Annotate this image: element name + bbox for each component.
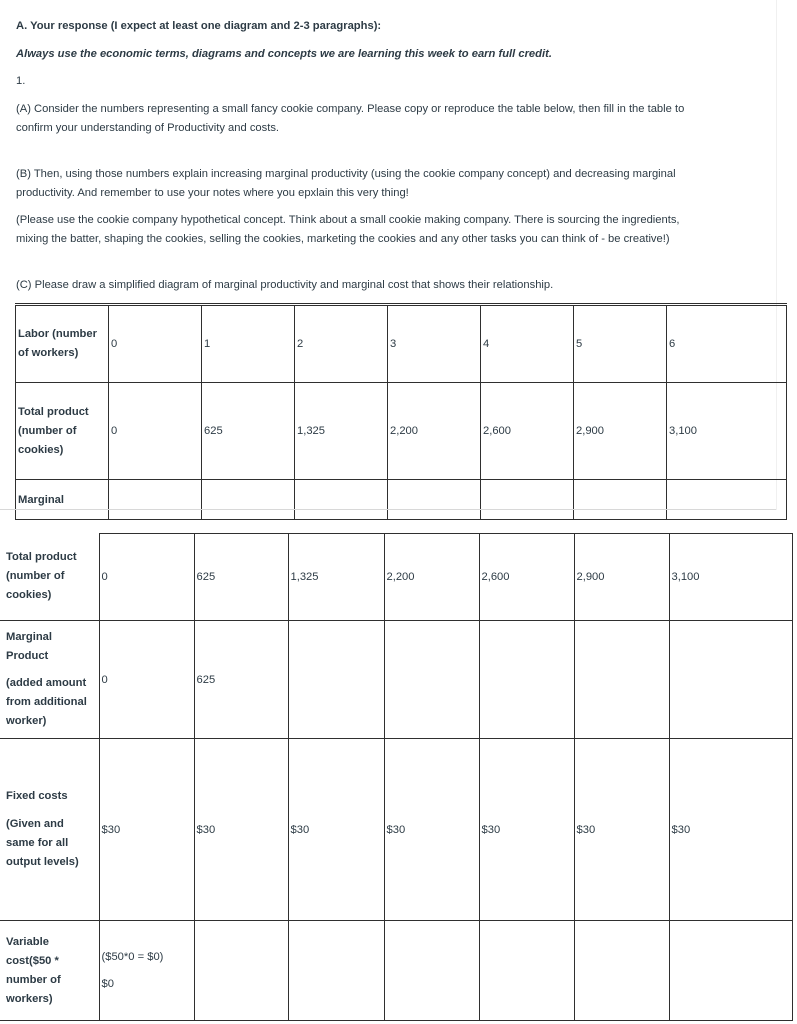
productivity-table-original: [15, 303, 787, 520]
labor-label: Labor (number of workers): [16, 305, 109, 383]
response-heading: A. Your response (I expect at least one diagram and 2-3 paragraphs):: [16, 20, 382, 32]
fixed-cost-cell: $30: [99, 739, 194, 921]
labor-cell: 5: [574, 305, 667, 383]
total-product-label: Total product (number of cookies): [0, 534, 99, 621]
total-product-cell: 0: [109, 383, 202, 480]
productivity-table-filled: [0, 533, 793, 1021]
labor-cell: 2: [295, 305, 388, 383]
labor-cell: 4: [481, 305, 574, 383]
total-product-cell: 625: [194, 534, 288, 621]
fixed-cost-cell: $30: [194, 739, 288, 921]
total-product-cell: 2,600: [479, 534, 574, 621]
marginal-label: Marginal: [16, 480, 109, 520]
total-product-cell: 625: [202, 383, 295, 480]
note-line2: mixing the batter, shaping the cookies, selling the cookies, marketing the cookies and any other tasks you can think of - be creative!): [16, 233, 670, 245]
part-c-text: (C) Please draw a simplified diagram of marginal productivity and marginal cost that shows their relationship.: [16, 279, 554, 291]
fixed-cost-cell: $30: [669, 739, 792, 921]
total-product-cell: 3,100: [667, 383, 787, 480]
total-product-label: Total product (number of cookies): [16, 383, 109, 480]
total-product-row: [16, 383, 787, 480]
variable-cost-row: [0, 921, 792, 1021]
fixed-cost-cell: $30: [384, 739, 479, 921]
labor-cell: 6: [667, 305, 787, 383]
labor-row: [16, 305, 787, 383]
part-a-line1: (A) Consider the numbers representing a small fancy cookie company. Please copy or reproduce the table below, then fill in the table to: [16, 103, 685, 115]
part-b-line2: productivity. And remember to use your notes where you epxlain this very thing!: [16, 187, 409, 199]
fixed-cost-cell: $30: [288, 739, 384, 921]
marginal-product-cell: 625: [194, 621, 288, 739]
total-product-cell: 1,325: [288, 534, 384, 621]
screenshot-seam: [0, 509, 776, 510]
total-product-cell: 0: [99, 534, 194, 621]
total-product-cell: 2,200: [388, 383, 481, 480]
total-product-cell: 2,900: [574, 383, 667, 480]
total-product-cell: 2,900: [574, 534, 669, 621]
variable-cost-value: $0: [101, 977, 114, 990]
fixed-cost-cell: $30: [479, 739, 574, 921]
question-number: 1.: [16, 75, 26, 87]
labor-cell: 1: [202, 305, 295, 383]
variable-cost-label: Variable cost($50 * number of workers): [0, 921, 99, 1021]
labor-cell: 3: [388, 305, 481, 383]
part-b-line1: (B) Then, using those numbers explain increasing marginal productivity (using the cookie company concept) and decreasing marginal: [16, 168, 676, 180]
total-product-cell: 3,100: [669, 534, 792, 621]
instruction-text: Always use the economic terms, diagrams and concepts we are learning this week to earn full credit.: [16, 48, 552, 60]
total-product-cell: 1,325: [295, 383, 388, 480]
total-product-row: [0, 534, 792, 621]
marginal-product-row: [0, 621, 792, 739]
question-panel: [0, 0, 777, 510]
part-a-line2: confirm your understanding of Productivity and costs.: [16, 122, 280, 134]
fixed-cost-cell: $30: [574, 739, 669, 921]
total-product-cell: 2,200: [384, 534, 479, 621]
variable-cost-cell: [99, 921, 194, 1021]
fixed-costs-label: Fixed costs (Given and same for all output levels): [0, 739, 99, 921]
marginal-product-cell: 0: [99, 621, 194, 739]
fixed-costs-row: [0, 739, 792, 921]
variable-cost-formula: ($50*0 = $0): [101, 950, 164, 963]
total-product-cell: 2,600: [481, 383, 574, 480]
labor-cell: 0: [109, 305, 202, 383]
note-line1: (Please use the cookie company hypothetical concept. Think about a small cookie making company. There is sourcing the ingredients,: [16, 214, 680, 226]
marginal-row: [16, 480, 787, 520]
marginal-product-label: Marginal Product (added amount from additional worker): [0, 621, 99, 739]
